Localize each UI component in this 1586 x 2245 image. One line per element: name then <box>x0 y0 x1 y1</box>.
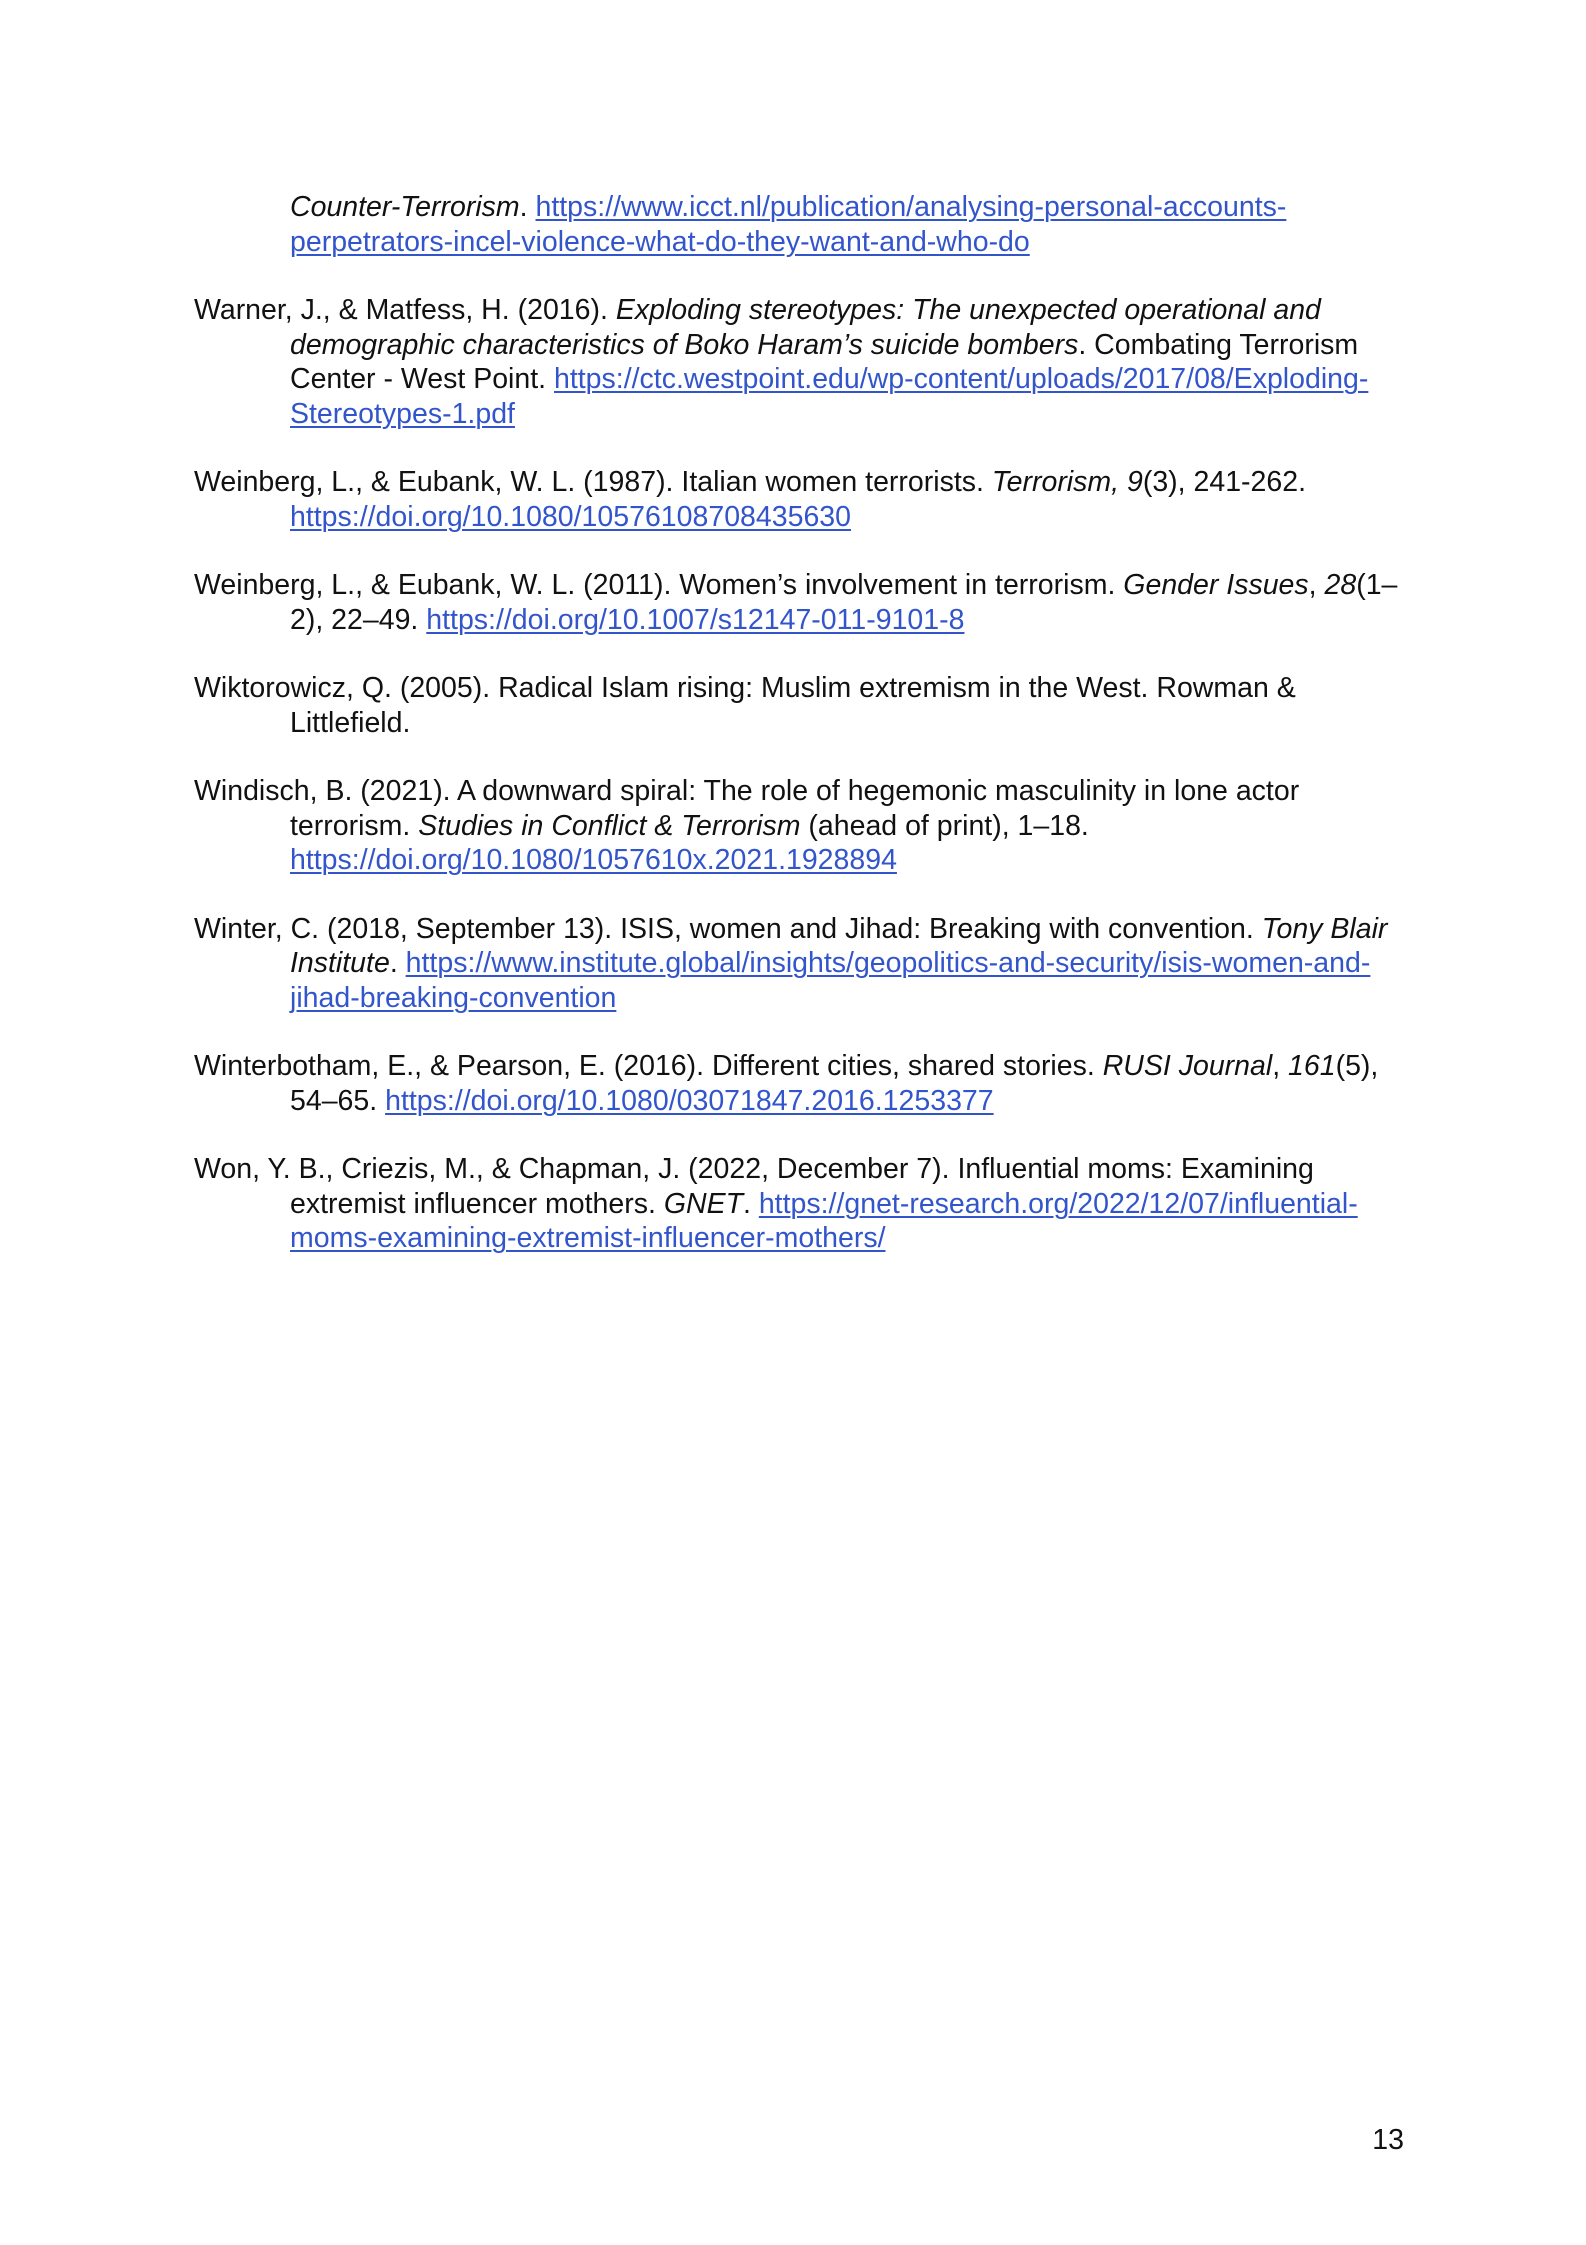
reference-text: Won, Y. B., Criezis, M., & Chapman, J. (2022, December 7). Influential moms: Examining extremist influencer mothers. <box>194 1153 1314 1220</box>
reference-text: Wiktorowicz, Q. (2005). Radical Islam rising: Muslim extremism in the West. Rowman & Littlefield. <box>194 672 1296 739</box>
reference-link[interactable]: https://doi.org/10.1080/1057610x.2021.1928894 <box>290 844 897 876</box>
reference-link[interactable]: https://www.institute.global/insights/geopolitics-and-security/isis-women-and-jihad-breaking-convention <box>290 947 1371 1014</box>
reference-text: Winterbotham, E., & Pearson, E. (2016). Different cities, shared stories. <box>194 1050 1103 1082</box>
reference-text: , <box>1272 1050 1289 1082</box>
reference-link[interactable]: https://gnet-research.org/2022/12/07/influential-moms-examining-extremist-influencer-mothers/ <box>290 1187 1358 1254</box>
reference-entry <box>194 774 1414 878</box>
reference-entry <box>194 671 1414 740</box>
reference-link[interactable]: https://doi.org/10.1007/s12147-011-9101-8 <box>426 603 965 636</box>
reference-entry <box>194 1049 1414 1118</box>
reference-link[interactable]: https://ctc.westpoint.edu/wp-content/uploads/2017/08/Exploding-Stereotypes-1.pdf <box>290 363 1369 430</box>
reference-entry <box>194 1152 1414 1256</box>
reference-italic-text: 161 <box>1288 1050 1336 1082</box>
reference-link[interactable]: https://doi.org/10.1080/10576108708435630 <box>290 500 851 533</box>
reference-entry <box>194 568 1414 637</box>
reference-text: Warner, J., & Matfess, H. (2016). <box>194 294 616 326</box>
reference-entry <box>194 465 1414 534</box>
reference-italic-text: RUSI Journal <box>1102 1050 1273 1082</box>
reference-italic-text: Counter-Terrorism <box>290 191 520 223</box>
reference-italic-text: Tony Blair Institute <box>290 912 1388 979</box>
reference-text: . <box>742 1187 759 1220</box>
reference-italic-text: Gender Issues <box>1123 569 1309 601</box>
reference-entry <box>194 912 1414 1016</box>
reference-text: (ahead of print), 1–18. <box>800 809 1089 842</box>
reference-text: (5), 54–65. <box>290 1050 1379 1117</box>
reference-text: . <box>389 947 406 979</box>
reference-text: Weinberg, L., & Eubank, W. L. (1987). Italian women terrorists. <box>194 466 992 498</box>
reference-text: , <box>1308 569 1325 601</box>
reference-link[interactable]: https://doi.org/10.1080/03071847.2016.1253377 <box>385 1084 994 1117</box>
reference-text: . Combating Terrorism Center - West Point. <box>290 328 1359 395</box>
reference-entry <box>194 190 1414 259</box>
reference-text: Winter, C. (2018, September 13). ISIS, women and Jihad: Breaking with convention. <box>194 912 1262 945</box>
page-number: 13 <box>1372 2124 1404 2156</box>
reference-text: Weinberg, L., & Eubank, W. L. (2011). Women’s involvement in terrorism. <box>194 569 1124 601</box>
reference-text: . <box>519 191 536 223</box>
reference-text: (1–2), 22–49. <box>290 569 1398 636</box>
reference-italic-text: 28 <box>1324 569 1357 601</box>
reference-italic-text: Terrorism, 9 <box>991 466 1143 498</box>
reference-list <box>194 190 1414 1290</box>
reference-italic-text: GNET <box>663 1187 743 1220</box>
reference-entry <box>194 293 1414 431</box>
reference-text: Windisch, B. (2021). A downward spiral: The role of hegemonic masculinity in lone actor terrorism. <box>194 775 1300 842</box>
reference-italic-text: Studies in Conflict & Terrorism <box>418 809 801 842</box>
reference-italic-text: Exploding stereotypes: The unexpected operational and demographic characteristics of Boko Haram’s suicide bombers <box>290 294 1321 361</box>
reference-link[interactable]: https://www.icct.nl/publication/analysing-personal-accounts-perpetrators-incel-violence-what-do-they-want-and-who-do <box>290 191 1287 258</box>
reference-text: (3), 241-262. <box>1142 466 1307 498</box>
